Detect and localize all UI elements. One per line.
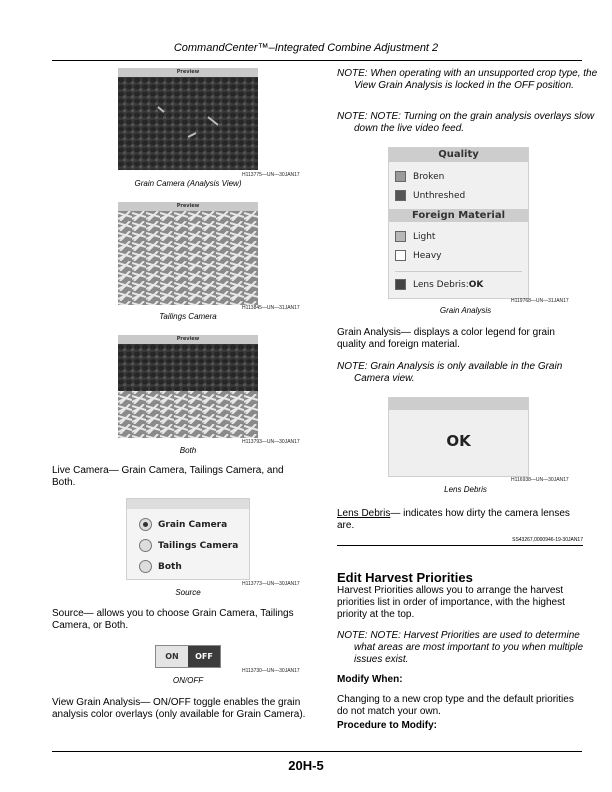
lens-debris-description: — indicates how dirty the camera lenses are. bbox=[337, 508, 570, 531]
legend-lens-debris bbox=[395, 279, 528, 290]
section-rule bbox=[337, 545, 583, 546]
figure-id: H113730—UN—30JAN17 bbox=[242, 668, 300, 674]
figure-id: H116938—UN—30JAN17 bbox=[511, 477, 569, 483]
option-label: Both bbox=[158, 561, 182, 572]
lens-value: OK bbox=[468, 279, 484, 290]
section-title: Edit Harvest Priorities bbox=[337, 570, 473, 585]
lens-label: Lens Debris: bbox=[413, 279, 469, 290]
figure-caption: Source bbox=[175, 588, 201, 597]
on-off-toggle[interactable] bbox=[155, 645, 221, 668]
light-swatch bbox=[395, 231, 406, 242]
page-number: 20H-5 bbox=[288, 758, 324, 773]
broken-swatch bbox=[395, 171, 406, 182]
lens-debris-term: Lens Debris bbox=[337, 508, 391, 519]
figure-id: H119768—UN—31JAN17 bbox=[511, 298, 569, 304]
legend-heavy bbox=[395, 250, 528, 261]
option-label: Tailings Camera bbox=[158, 540, 239, 551]
option-label: Grain Camera bbox=[158, 519, 228, 530]
lens-panel-header bbox=[389, 398, 528, 410]
legend-label: Broken bbox=[413, 171, 445, 182]
figure-id: H113773—UN—30JAN17 bbox=[242, 581, 300, 587]
grain-analysis-text: Grain Analysis— displays a color legend for grain quality and foreign material. bbox=[337, 327, 555, 350]
quality-heading: Quality bbox=[389, 148, 528, 162]
on-segment[interactable]: ON bbox=[156, 646, 188, 667]
preview-bar: Preview bbox=[118, 68, 258, 77]
source-panel bbox=[126, 498, 250, 580]
grain-image bbox=[118, 77, 258, 170]
foreign-material-heading: Foreign Material bbox=[389, 209, 528, 222]
both-image bbox=[118, 344, 258, 438]
radio-icon bbox=[139, 560, 152, 573]
source-text: Source— allows you to choose Grain Camera, Tailings Camera, or Both. bbox=[52, 608, 294, 631]
tailings-image bbox=[118, 211, 258, 305]
figure-id: H113845—UN—31JAN17 bbox=[242, 305, 300, 311]
section-text: Harvest Priorities allows you to arrange the harvest priorities list in order of importance, with the highest priority at the top. bbox=[337, 585, 565, 620]
view-grain-analysis-text: View Grain Analysis— ON/OFF toggle enables the grain analysis color overlays (only available for Grain Camera). bbox=[52, 697, 306, 720]
source-option-tailings[interactable] bbox=[139, 539, 249, 552]
running-header: CommandCenter™–Integrated Combine Adjustment 2 bbox=[173, 42, 439, 54]
live-camera-text: Live Camera— Grain Camera, Tailings Camera, and Both. bbox=[52, 465, 284, 488]
source-option-grain[interactable] bbox=[139, 518, 249, 531]
grain-analysis-panel bbox=[388, 147, 529, 299]
reference-code: SS43267,0000946-19-30JAN17 bbox=[512, 537, 583, 543]
off-segment[interactable]: OFF bbox=[188, 646, 220, 667]
radio-selected-icon bbox=[139, 518, 152, 531]
lens-debris-panel bbox=[388, 397, 529, 477]
figure-caption: ON/OFF bbox=[172, 676, 204, 685]
source-option-both[interactable] bbox=[139, 560, 249, 573]
preview-bar: Preview bbox=[118, 202, 258, 211]
legend-label: Heavy bbox=[413, 250, 442, 261]
figure-caption: Tailings Camera bbox=[159, 312, 217, 321]
heavy-swatch bbox=[395, 250, 406, 261]
note-unsupported-crop: NOTE: When operating with an unsupported crop type, the View Grain Analysis is locked in the OFF position. bbox=[337, 68, 598, 91]
modify-when-heading: Modify When: bbox=[337, 674, 403, 685]
unthreshed-swatch bbox=[395, 190, 406, 201]
preview-bar: Preview bbox=[118, 335, 258, 344]
figure-caption: Lens Debris bbox=[444, 485, 487, 494]
legend-light bbox=[395, 231, 528, 242]
source-panel-header bbox=[127, 499, 249, 509]
both-cameras-image bbox=[118, 335, 258, 438]
note-harvest-priorities: NOTE: NOTE: Harvest Priorities are used to determine what areas are most important to you when multiple issues exist. bbox=[337, 630, 583, 665]
tailings-camera-image bbox=[118, 202, 258, 305]
radio-icon bbox=[139, 539, 152, 552]
modify-when-text: Changing to a new crop type and the default priorities do not match your own. bbox=[337, 694, 574, 717]
footer-rule bbox=[52, 751, 582, 752]
procedure-heading: Procedure to Modify: bbox=[337, 720, 438, 731]
figure-id: H113793—UN—30JAN17 bbox=[242, 439, 300, 445]
legend-broken bbox=[395, 171, 528, 182]
header-rule bbox=[52, 60, 582, 61]
lens-ok-value: OK bbox=[446, 432, 471, 450]
lens-debris-text bbox=[337, 508, 583, 532]
grain-camera-image bbox=[118, 68, 258, 170]
note-overlays: NOTE: NOTE: Turning on the grain analysis overlays slow down the live video feed. bbox=[337, 111, 595, 134]
figure-caption: Grain Camera (Analysis View) bbox=[134, 179, 242, 188]
legend-label: Unthreshed bbox=[413, 190, 466, 201]
figure-caption: Both bbox=[179, 446, 197, 455]
legend-unthreshed bbox=[395, 190, 528, 201]
figure-caption: Grain Analysis bbox=[439, 306, 492, 315]
divider bbox=[395, 271, 522, 272]
legend-label: Light bbox=[413, 231, 436, 242]
figure-id: H113775—UN—30JAN17 bbox=[242, 172, 300, 178]
lens-swatch bbox=[395, 279, 406, 290]
note-grain-camera-view: NOTE: Grain Analysis is only available in the Grain Camera view. bbox=[337, 361, 563, 384]
